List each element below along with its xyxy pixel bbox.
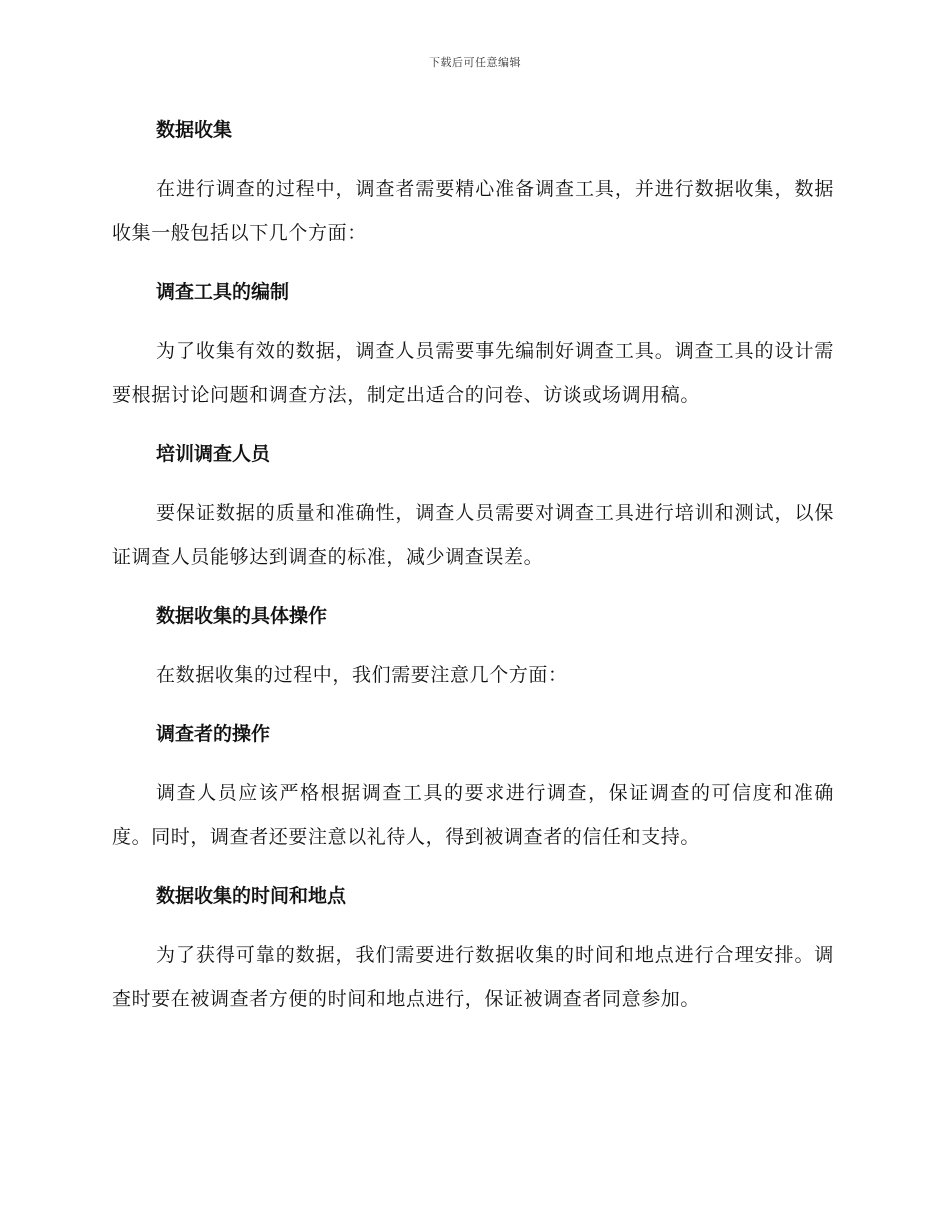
page-header: 下载后可任意编辑 — [429, 56, 521, 69]
paragraph-training: 要保证数据的质量和准确性，调查人员需要对调查工具进行培训和测试，以保证调查人员能够达到调查的标准，减少调查误差。 — [112, 502, 834, 568]
section-heading-training: 培训调查人员 — [156, 443, 271, 465]
section-heading-time-place: 数据收集的时间和地点 — [156, 885, 347, 907]
paragraph-time-place: 为了获得可靠的数据，我们需要进行数据收集的时间和地点进行合理安排。调查时要在被调查者方便的时间和地点进行，保证被调查者同意参加。 — [112, 944, 834, 1010]
paragraph-data-collection-intro: 在进行调查的过程中，调查者需要精心准备调查工具，并进行数据收集，数据收集一般包括以下几个方面： — [112, 178, 834, 244]
section-heading-tool-design: 调查工具的编制 — [156, 281, 290, 303]
paragraph-tool-design: 为了收集有效的数据，调查人员需要事先编制好调查工具。调查工具的设计需要根据讨论问题和调查方法，制定出适合的问卷、访谈或场调用稿。 — [112, 340, 834, 406]
section-heading-surveyor-conduct: 调查者的操作 — [156, 723, 271, 745]
paragraph-surveyor-conduct: 调查人员应该严格根据调查工具的要求进行调查，保证调查的可信度和准确度。同时，调查者还要注意以礼待人，得到被调查者的信任和支持。 — [112, 782, 834, 848]
paragraph-operations: 在数据收集的过程中，我们需要注意几个方面： — [156, 664, 568, 686]
document-body — [112, 108, 834, 1021]
section-heading-data-collection: 数据收集 — [156, 119, 233, 141]
section-heading-operations: 数据收集的具体操作 — [156, 605, 328, 627]
